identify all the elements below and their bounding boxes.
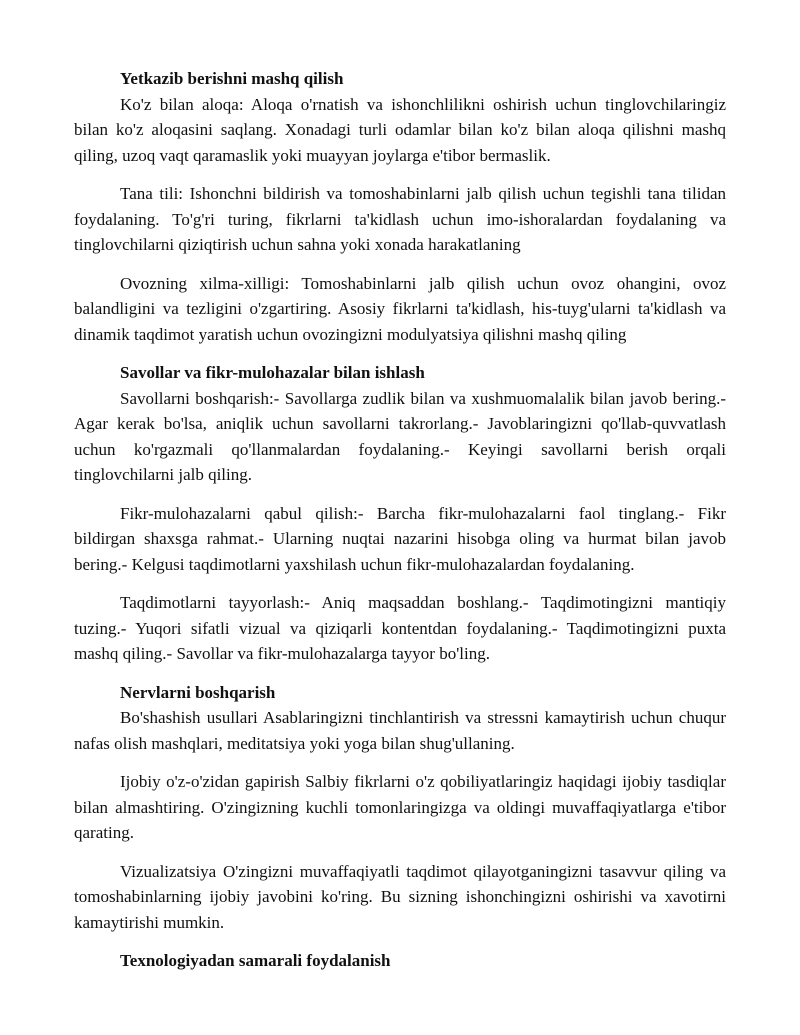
paragraph-visualization: Vizualizatsiya O'zingizni muvaffaqiyatli taqdimot qilayotganingizni tasavvur qiling va tomoshabinlarning ijobiy javobini ko'ring. Bu sizning ishonchingizni oshirishi va xavotirni kamaytirishi mumkin. [74,861,726,932]
section-heading: Nervlarni boshqarish [120,682,276,702]
section-heading: Texnologiyadan samarali foydalanish [120,951,391,970]
paragraph-preparing-presentations: Taqdimotlarni tayyorlash:- Aniq maqsaddan boshlang.- Taqdimotingizni mantiqiy tuzing.- Yuqori sifatli vizual va qiziqarli kontentdan foydalaning.- Taqdimotingizni puxta mashq qiling.- Savollar va fikr-mulohazalarga tayyor bo'ling. [74,593,726,663]
paragraph-voice-variety: Ovozning xilma-xilligi: Tomoshabinlarni jalb qilish uchun ovoz ohangini, ovoz balandligini va tezligini o'zgartiring. Asosiy fikrlarni ta'kidlash, his-tuyg'ularni ta'kidlash va dinamik taqdimot yaratish uchun ovozingizni modulyatsiya qilishni mashq qiling [74,273,726,344]
section-heading: Savollar va fikr-mulohazalar bilan ishlash [120,363,425,382]
document-page [74,66,726,974]
paragraph-positive-self-talk: Ijobiy o'z-o'zidan gapirish Salbiy fikrlarni o'z qobiliyatlaringiz haqidagi ijobiy tasdiqlar bilan almashtiring. O'zingizning kuchli tomonlaringizga va oldingi muvaffaqiyatlarga e'tibor qarating. [74,772,726,842]
paragraph-eye-contact: Ko'z bilan aloqa: Aloqa o'rnatish va ishonchlilikni oshirish uchun tinglovchilaringiz bilan ko'z aloqasini saqlang. Xonadagi turli odamlar bilan ko'z bilan aloqa qilishni mashq qiling, uzoq vaqt qaramaslik yoki muayyan joylarga e'tibor bermaslik. [74,94,726,165]
section-managing-nerves [74,680,726,936]
section-technology [74,948,726,974]
section-questions-feedback [74,360,726,667]
paragraph-relaxation: Bo'shashish usullari Asablaringizni tinchlantirish va stressni kamaytirish uchun chuqur nafas olish mashqlari, meditatsiya yoki yoga bilan shug'ullaning. [74,708,726,753]
paragraph-body-language: Tana tili: Ishonchni bildirish va tomoshabinlarni jalb qilish uchun tegishli tana tilidan foydalaning. To'g'ri turing, fikrlarni ta'kidlash uchun imo-ishoralardan foydalaning va tinglovchilarni qiziqtirish uchun sahna yoki xonada harakatlaning [74,184,726,254]
section-delivery-practice [74,66,726,347]
paragraph-receiving-feedback: Fikr-mulohazalarni qabul qilish:- Barcha fikr-mulohazalarni faol tinglang.- Fikr bildirgan shaxsga rahmat.- Ularning nuqtai nazarini hisobga oling va hurmat bilan javob bering.- Kelgusi taqdimotlarni yaxshilash uchun fikr-mulohazalardan foydalaning. [74,503,726,574]
paragraph-managing-questions: Savollarni boshqarish:- Savollarga zudlik bilan va xushmuomalalik bilan javob bering.- Agar kerak bo'lsa, aniqlik uchun savollarni takrorlang.- Javoblaringizni qo'llab-quvvatlash uchun ko'rgazmali qo'llanmalardan foydalaning.- Keyingi savollarni berish orqali tinglovchilarni jalb qiling. [74,388,726,484]
section-heading: Yetkazib berishni mashq qilish [120,69,344,88]
